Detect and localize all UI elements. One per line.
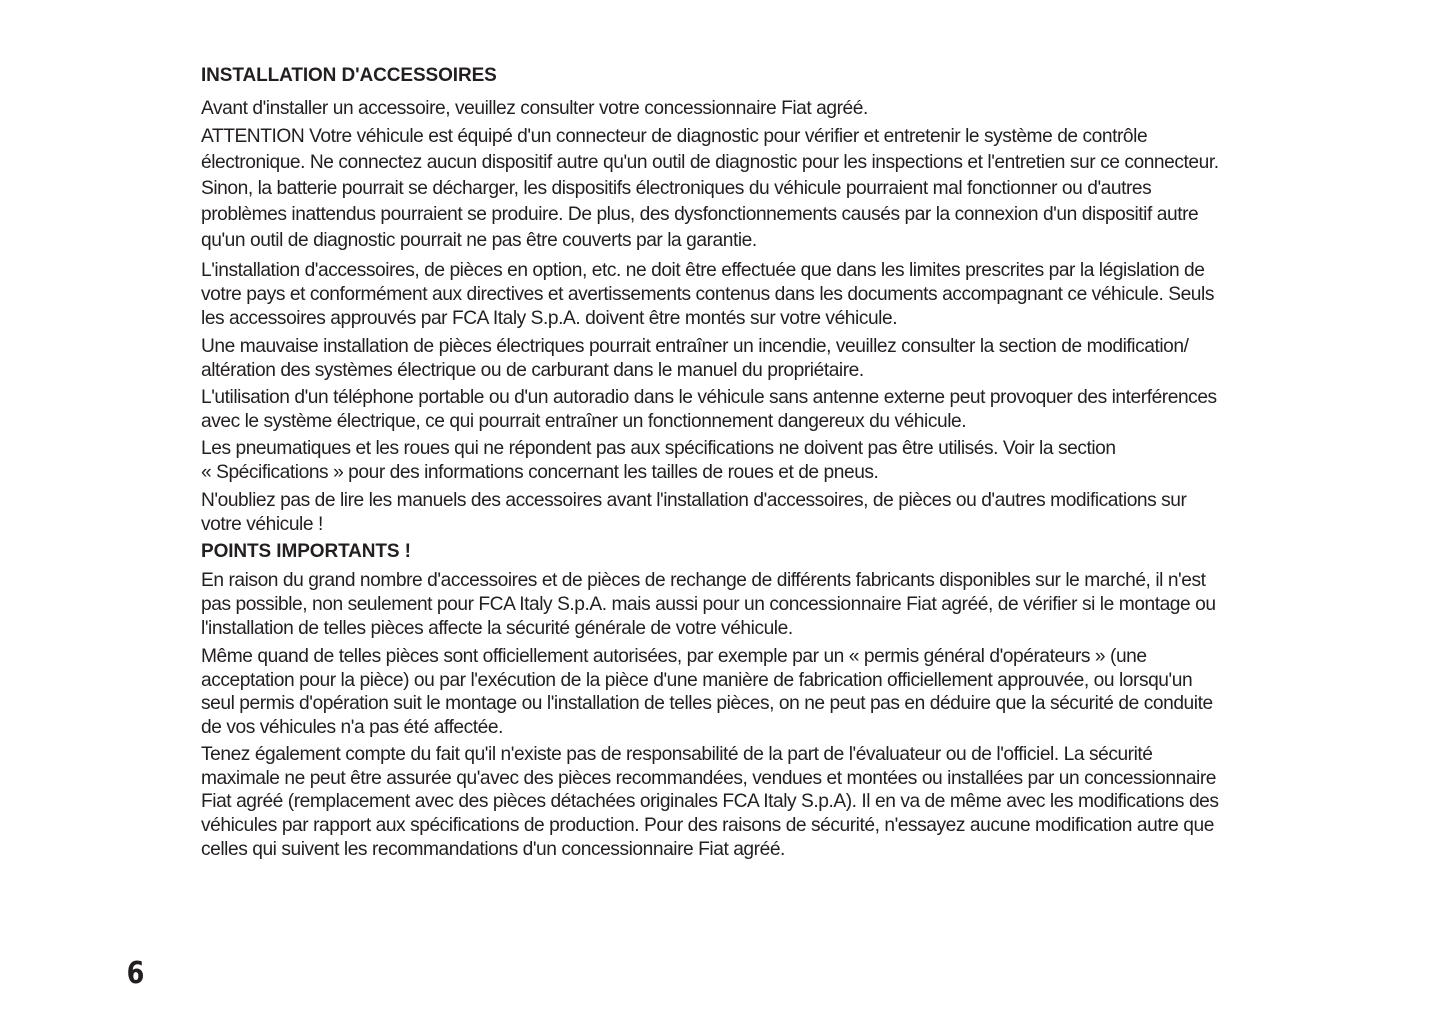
- text-line: votre véhicule !: [201, 514, 323, 535]
- section-heading: POINTS IMPORTANTS !: [201, 541, 411, 562]
- text-line: seul permis d'opération suit le montage ou l'installation de telles pièces, on ne peut pas en déduire que la sécurité de conduite: [201, 693, 1213, 714]
- text-line: Fiat agréé (remplacement avec des pièces détachées originales FCA Italy S.p.A). Il en va de même avec les modifications des: [201, 791, 1219, 812]
- text-line: Une mauvaise installation de pièces électriques pourrait entraîner un incendie, veuillez consulter la section de modification/: [201, 336, 1189, 357]
- text-line: L'installation d'accessoires, de pièces en option, etc. ne doit être effectuée que dans les limites prescrites par la législation de: [201, 260, 1205, 281]
- text-line: Les pneumatiques et les roues qui ne répondent pas aux spécifications ne doivent pas être utilisés. Voir la section: [201, 438, 1116, 459]
- text-line: Avant d'installer un accessoire, veuillez consulter votre concessionnaire Fiat agréé.: [201, 98, 868, 119]
- text-line: avec le système électrique, ce qui pourrait entraîner un fonctionnement dangereux du véhicule.: [201, 411, 967, 432]
- text-line: Sinon, la batterie pourrait se décharger, les dispositifs électroniques du véhicule pourraient mal fonctionner ou d'autres: [201, 178, 1152, 199]
- text-line: pas possible, non seulement pour FCA Italy S.p.A. mais aussi pour un concessionnaire Fiat agréé, de vérifier si le montage ou: [201, 594, 1216, 615]
- text-line: l'installation de telles pièces affecte la sécurité générale de votre véhicule.: [201, 618, 793, 639]
- text-line: Même quand de telles pièces sont officiellement autorisées, par exemple par un « permis général d'opérateurs » (une: [201, 646, 1147, 667]
- text-line: « Spécifications » pour des informations concernant les tailles de roues et de pneus.: [201, 462, 879, 483]
- text-line: Tenez également compte du fait qu'il n'existe pas de responsabilité de la part de l'évaluateur ou de l'officiel. La sécurité: [201, 744, 1153, 765]
- text-line: qu'un outil de diagnostic pourrait ne pas être couverts par la garantie.: [201, 230, 757, 251]
- text-line: de vos véhicules n'a pas été affectée.: [201, 717, 503, 738]
- text-line: altération des systèmes électrique ou de carburant dans le manuel du propriétaire.: [201, 360, 864, 381]
- text-line: votre pays et conformément aux directives et avertissements contenus dans les documents accompagnant ce véhicule. Seuls: [201, 284, 1214, 305]
- text-line: acceptation pour la pièce) ou par l'exécution de la pièce d'une manière de fabrication officiellement approuvée, ou lorsqu'un: [201, 670, 1193, 691]
- text-line: véhicules par rapport aux spécifications de production. Pour des raisons de sécurité, n'essayez aucune modification autre que: [201, 815, 1214, 836]
- text-line: problèmes inattendus pourraient se produire. De plus, des dysfonctionnements causés par la connexion d'un dispositif autre: [201, 204, 1199, 225]
- text-line: ATTENTION Votre véhicule est équipé d'un connecteur de diagnostic pour vérifier et entretenir le système de contrôle: [201, 126, 1148, 147]
- text-line: En raison du grand nombre d'accessoires et de pièces de rechange de différents fabricants disponibles sur le marché, il n'est: [201, 570, 1206, 591]
- text-line: les accessoires approuvés par FCA Italy S.p.A. doivent être montés sur votre véhicule.: [201, 308, 898, 329]
- text-line: L'utilisation d'un téléphone portable ou d'un autoradio dans le véhicule sans antenne externe peut provoquer des interférences: [201, 387, 1217, 408]
- text-line: celles qui suivent les recommandations d'un concessionnaire Fiat agréé.: [201, 839, 785, 860]
- section-heading: INSTALLATION D'ACCESSOIRES: [201, 65, 497, 86]
- text-line: électronique. Ne connectez aucun dispositif autre qu'un outil de diagnostic pour les inspections et l'entretien sur ce connecteur.: [201, 152, 1219, 173]
- text-line: N'oubliez pas de lire les manuels des accessoires avant l'installation d'accessoires, de pièces ou d'autres modifications sur: [201, 490, 1187, 511]
- text-line: maximale ne peut être assurée qu'avec des pièces recommandées, vendues et montées ou installées par un concessionnaire: [201, 768, 1217, 789]
- page-number: 6: [126, 956, 145, 991]
